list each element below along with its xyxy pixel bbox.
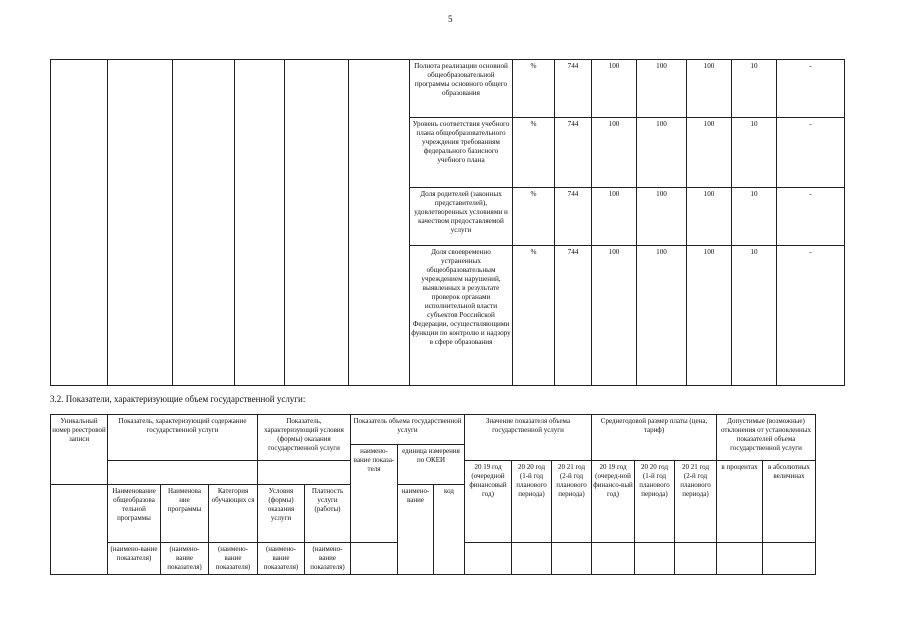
placeholder-cell: (наимено-вание показателя) (209, 543, 258, 575)
header-allowed-deviation: Допустимые (возможные) отклонения от установленных показателей объема государственной услуги (717, 415, 816, 461)
section-title: 3.2. Показатели, характеризующие объем государственной услуги: (50, 394, 306, 404)
empty-cell (465, 543, 512, 575)
indicator-unit: % (513, 60, 555, 118)
table-row (51, 60, 845, 118)
indicator-deviation-percent: 10 (732, 188, 777, 246)
indicator-deviation-percent: 10 (732, 118, 777, 188)
empty-cell (635, 543, 675, 575)
indicator-value-1: 100 (592, 118, 637, 188)
empty-cell (351, 543, 398, 575)
indicator-deviation-percent: 10 (732, 60, 777, 118)
volume-indicators-table (50, 414, 816, 575)
header-volume-name: наимено-вание показа-теля (351, 445, 398, 543)
empty-cell (763, 543, 816, 575)
empty-cell (512, 543, 552, 575)
header-volume-indicator: Показатель объема государственной услуги (351, 415, 465, 445)
header-row (51, 415, 816, 445)
header-volume-unit: единица измерения по ОКЕИ (398, 445, 465, 485)
indicator-value-3: 100 (687, 60, 732, 118)
placeholder-cell: (наимено-вание показателя) (305, 543, 351, 575)
subheader-unit-name: наимено-вание (398, 485, 434, 575)
indicator-value-1: 100 (592, 246, 637, 386)
indicator-value-2: 100 (637, 118, 687, 188)
indicator-unit: % (513, 188, 555, 246)
indicator-code: 744 (555, 60, 592, 118)
empty-cell (108, 60, 173, 386)
header-price-year-1: 20 19 год (очеред-ной финансо-вый год) (592, 461, 635, 543)
indicator-name: Доля своевременно устраненных общеобразовательным учреждением нарушений, выявленных в результате проверок органами исполнительной власти субъектов Российской Федерации, осуществляющими функции по контролю и надзору в сфере образования (410, 246, 513, 386)
empty-cell (51, 60, 108, 386)
empty-cell (592, 543, 635, 575)
indicator-code: 744 (555, 188, 592, 246)
indicator-name: Доля родителей (законных представителей), удовлетворенных условиями и качеством предоставляемой услуги (410, 188, 513, 246)
registry-number-cell (51, 485, 108, 575)
empty-cell (552, 543, 592, 575)
indicator-name: Полнота реализации основной общеобразовательной программы основного общего образования (410, 60, 513, 118)
indicator-value-3: 100 (687, 118, 732, 188)
header-price-year-3: 20 21 год (2-й год планового периода) (675, 461, 717, 543)
indicator-value-1: 100 (592, 60, 637, 118)
header-price-year-2: 20 20 год (1-й год планового периода) (635, 461, 675, 543)
header-registry-number: Уникальный номер реестровой записи (51, 415, 108, 485)
subheader-program-name: Наименование общеобразова тельной программы (108, 485, 161, 543)
page-number: 5 (448, 14, 453, 24)
header-year-2: 20 20 год (1-й год планового периода) (512, 461, 552, 543)
subheader-unit-code: код (434, 485, 465, 575)
header-year-3: 20 21 год (2-й год планового периода) (552, 461, 592, 543)
subheader-student-category: Категория обучающих ся (209, 485, 258, 543)
indicator-deviation-percent: 10 (732, 246, 777, 386)
indicator-unit: % (513, 118, 555, 188)
indicator-unit: % (513, 246, 555, 386)
indicator-deviation-abs: - (777, 246, 845, 386)
subheader-program: Наименова ние программы (161, 485, 209, 543)
empty-cell (717, 543, 763, 575)
header-content-indicator-continued (108, 461, 258, 485)
indicator-name: Уровень соответствия учебного плана общеобразовательного учреждения требованиям федерального базисного учебного плана (410, 118, 513, 188)
placeholder-cell: (наимено-вание показателя) (108, 543, 161, 575)
header-deviation-percent: в процентах (717, 461, 763, 543)
empty-cell (349, 60, 410, 386)
indicator-value-2: 100 (637, 60, 687, 118)
empty-cell (675, 543, 717, 575)
indicator-value-2: 100 (637, 188, 687, 246)
header-year-1: 20 19 год (очередной финансовый год) (465, 461, 512, 543)
indicator-deviation-abs: - (777, 118, 845, 188)
subheader-service-conditions: Условия (формы) оказания услуги (258, 485, 305, 543)
placeholder-cell: (наимено-вание показателя) (161, 543, 209, 575)
indicator-value-3: 100 (687, 246, 732, 386)
header-deviation-abs: в абсолютных величинах (763, 461, 816, 543)
empty-cell (173, 60, 235, 386)
indicator-value-1: 100 (592, 188, 637, 246)
indicator-deviation-abs: - (777, 60, 845, 118)
empty-cell (235, 60, 285, 386)
header-conditions-indicator: Показатель, характеризующий условия (формы) оказания государственной услуги (258, 415, 351, 461)
indicator-code: 744 (555, 246, 592, 386)
indicator-value-3: 100 (687, 188, 732, 246)
indicator-code: 744 (555, 118, 592, 188)
quality-indicators-table (50, 59, 845, 386)
empty-cell (285, 60, 349, 386)
header-conditions-indicator-continued (258, 461, 351, 485)
indicator-deviation-abs: - (777, 188, 845, 246)
header-average-price: Среднегодовой размер платы (цена, тариф) (592, 415, 717, 461)
placeholder-cell: (наимено-вание показателя) (258, 543, 305, 575)
subheader-service-payment: Платность услуги (работы) (305, 485, 351, 543)
header-volume-value: Значение показателя объема государственной услуги (465, 415, 592, 461)
indicator-value-2: 100 (637, 246, 687, 386)
header-content-indicator: Показатель, характеризующий содержание государственной услуги (108, 415, 258, 461)
